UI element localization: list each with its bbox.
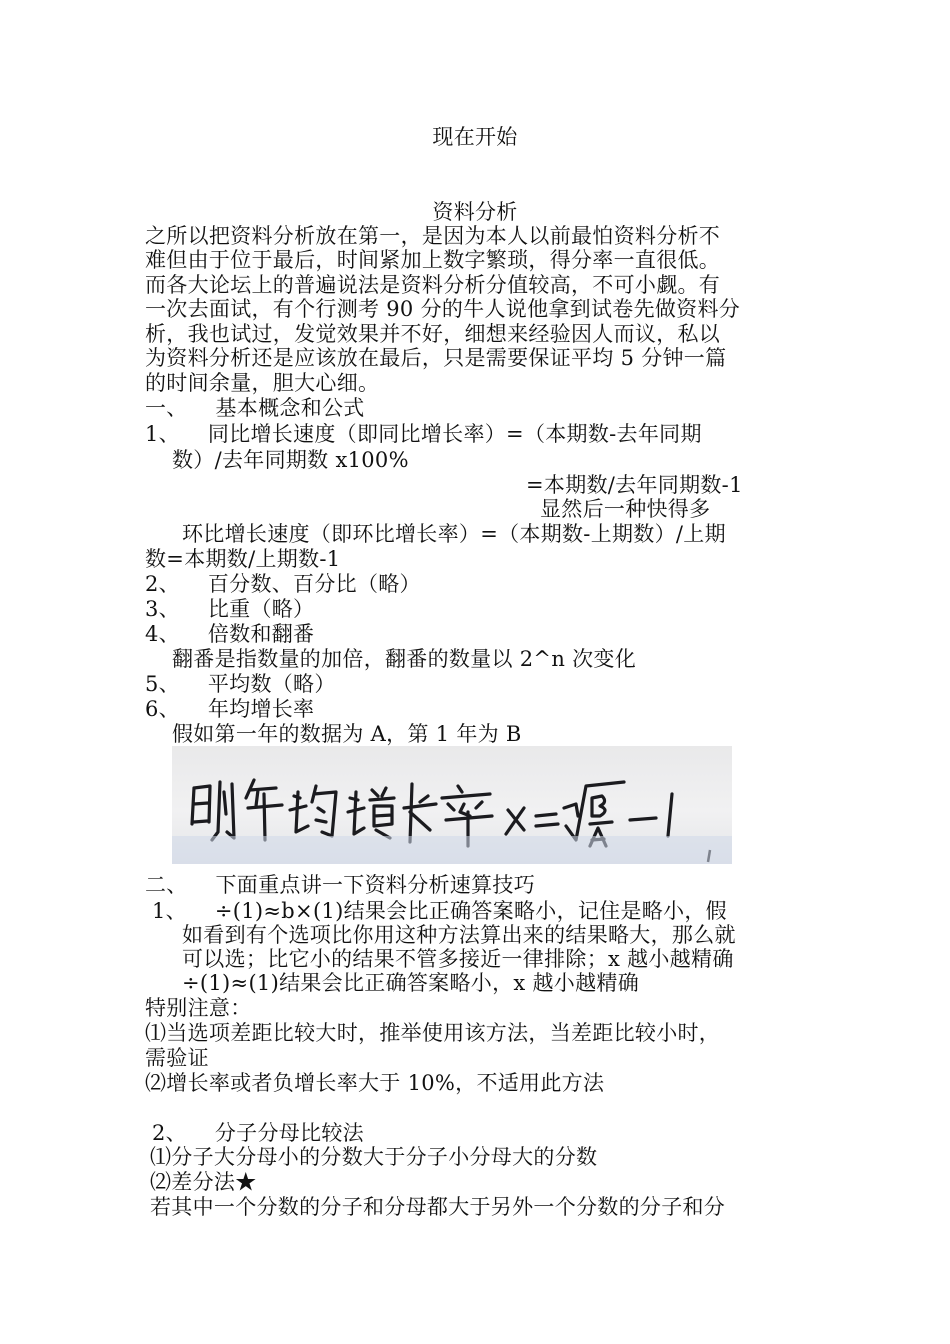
intro-line: 之所以把资料分析放在第一，是因为本人以前最怕资料分析不 bbox=[145, 224, 721, 248]
item-multiple-note: 翻番是指数量的加倍，翻番的数量以 2^n 次变化 bbox=[172, 647, 637, 671]
item-percent: 2、 百分数、百分比（略） bbox=[145, 572, 421, 596]
trick2-heading: 2、 分子分母比较法 bbox=[152, 1121, 364, 1145]
note2: ⑵增长率或者负增长率大于 10%，不适用此方法 bbox=[145, 1071, 605, 1095]
section-heading: 资料分析 bbox=[432, 200, 518, 224]
item-proportion: 3、 比重（略） bbox=[145, 597, 315, 621]
intro-line: 的时间余量，胆大心细。 bbox=[145, 371, 380, 395]
item-average: 5、 平均数（略） bbox=[145, 672, 336, 696]
trick2-sub2: ⑵差分法★ bbox=[150, 1170, 257, 1194]
formula-yoy-line2: 数）/去年同期数 x100% bbox=[172, 448, 409, 472]
part2-heading: 二、 下面重点讲一下资料分析速算技巧 bbox=[145, 873, 535, 897]
part1-heading: 一、 基本概念和公式 bbox=[145, 396, 365, 420]
intro-line: 而各大论坛上的普遍说法是资料分析分值较高，不可小觑。有 bbox=[145, 273, 721, 297]
formula-yoy-line3: =本期数/去年同期数-1 bbox=[526, 473, 743, 497]
trick2-last-line: 若其中一个分数的分子和分母都大于另外一个分数的分子和分 bbox=[150, 1195, 726, 1219]
intro-line: 难但由于位于最后，时间紧加上数字繁琐，得分率一直很低。 bbox=[145, 248, 721, 272]
handwriting-svg bbox=[172, 746, 732, 864]
attention-label: 特别注意： bbox=[145, 996, 252, 1020]
item-annual-growth: 6、 年均增长率 bbox=[145, 697, 315, 721]
note1-line1: ⑴当选项差距比较大时，推举使用该方法，当差距比较小时， bbox=[145, 1021, 721, 1045]
formula-yoy-note: 显然后一种快得多 bbox=[540, 497, 711, 521]
trick1-line2: 如看到有个选项比你用这种方法算出来的结果略大，那么就 bbox=[182, 923, 736, 947]
formula-mom-line1: 环比增长速度（即环比增长率）=（本期数-上期数）/上期 bbox=[182, 522, 726, 546]
handwritten-formula-image bbox=[172, 746, 732, 864]
formula-yoy-line1: 1、 同比增长速度（即同比增长率）=（本期数-去年同期 bbox=[145, 422, 702, 446]
trick1-line4: ÷(1)≈(1)结果会比正确答案略小，x 越小越精确 bbox=[182, 971, 640, 995]
formula-mom-line2: 数=本期数/上期数-1 bbox=[145, 547, 341, 571]
item-multiple: 4、 倍数和翻番 bbox=[145, 622, 315, 646]
item-annual-growth-note: 假如第一年的数据为 A，第 1 年为 B bbox=[172, 722, 522, 746]
trick2-sub1: ⑴分子大分母小的分数大于分子小分母大的分数 bbox=[150, 1145, 598, 1169]
note1-line2: 需验证 bbox=[145, 1046, 209, 1070]
trick1-line1: 1、 ÷(1)≈b×(1)结果会比正确答案略小，记住是略小，假 bbox=[152, 899, 727, 923]
trick1-line3: 可以选；比它小的结果不管多接近一律排除；x 越小越精确 bbox=[182, 947, 734, 971]
intro-line: 析，我也试过，发觉效果并不好，细想来经验因人而议，私以 bbox=[145, 322, 721, 346]
page-title: 现在开始 bbox=[432, 125, 518, 149]
intro-line: 为资料分析还是应该放在最后，只是需要保证平均 5 分钟一篇 bbox=[145, 346, 727, 370]
intro-line: 一次去面试，有个行测考 90 分的牛人说他拿到试卷先做资料分 bbox=[145, 297, 741, 321]
